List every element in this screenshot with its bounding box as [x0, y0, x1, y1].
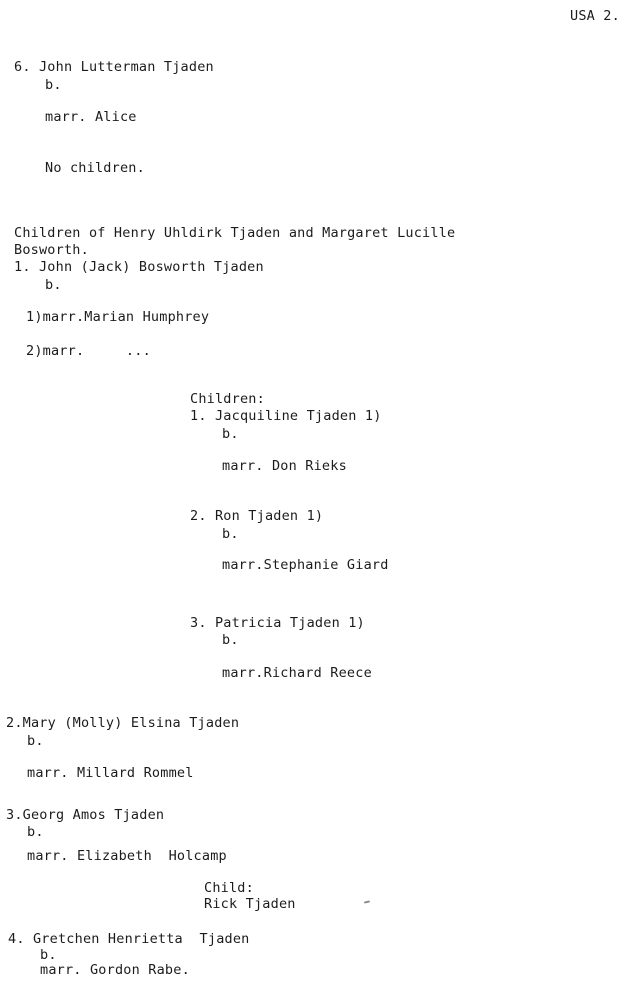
grandchild1-born: b.	[222, 426, 239, 442]
child4-name: 4. Gretchen Henrietta Tjaden	[8, 931, 250, 947]
child1-marriage1: 1)marr.Marian Humphrey	[26, 309, 210, 325]
entry6-married: marr. Alice	[45, 109, 137, 125]
entry6-children-note: No children.	[45, 160, 145, 176]
grandchild3-married: marr.Richard Reece	[222, 665, 372, 681]
grandchild1-married: marr. Don Rieks	[222, 458, 347, 474]
entry6-born: b.	[45, 77, 62, 93]
section-heading-line2: Bosworth.	[14, 242, 89, 258]
child3-married: marr. Elizabeth Holcamp	[27, 848, 227, 864]
child1-born: b.	[45, 277, 62, 293]
child2-born: b.	[27, 733, 44, 749]
grandchild2-married: marr.Stephanie Giard	[222, 557, 389, 573]
grandchild3-name: 3. Patricia Tjaden 1)	[190, 615, 365, 631]
entry6-name: 6. John Lutterman Tjaden	[14, 59, 214, 75]
child1-children-label: Children:	[190, 391, 265, 407]
child2-married: marr. Millard Rommel	[27, 765, 194, 781]
child4-born: b.	[40, 947, 57, 963]
child4-married: marr. Gordon Rabe.	[40, 962, 190, 978]
child3-child-label: Child:	[204, 880, 254, 896]
grandchild2-born: b.	[222, 526, 239, 542]
grandchild2-name: 2. Ron Tjaden 1)	[190, 508, 324, 524]
child2-name: 2.Mary (Molly) Elsina Tjaden	[6, 715, 240, 731]
child3-born: b.	[27, 824, 44, 840]
child1-name: 1. John (Jack) Bosworth Tjaden	[14, 259, 264, 275]
child1-marriage2: 2)marr. ...	[26, 343, 151, 359]
page-marker: USA 2.	[570, 8, 620, 24]
grandchild1-name: 1. Jacquiline Tjaden 1)	[190, 408, 382, 424]
section-heading-line1: Children of Henry Uhldirk Tjaden and Margaret Lucille	[14, 225, 456, 241]
child3-name: 3.Georg Amos Tjaden	[6, 807, 165, 823]
ink-speck	[364, 900, 370, 903]
grandchild3-born: b.	[222, 632, 239, 648]
child3-child-name: Rick Tjaden	[204, 896, 296, 912]
